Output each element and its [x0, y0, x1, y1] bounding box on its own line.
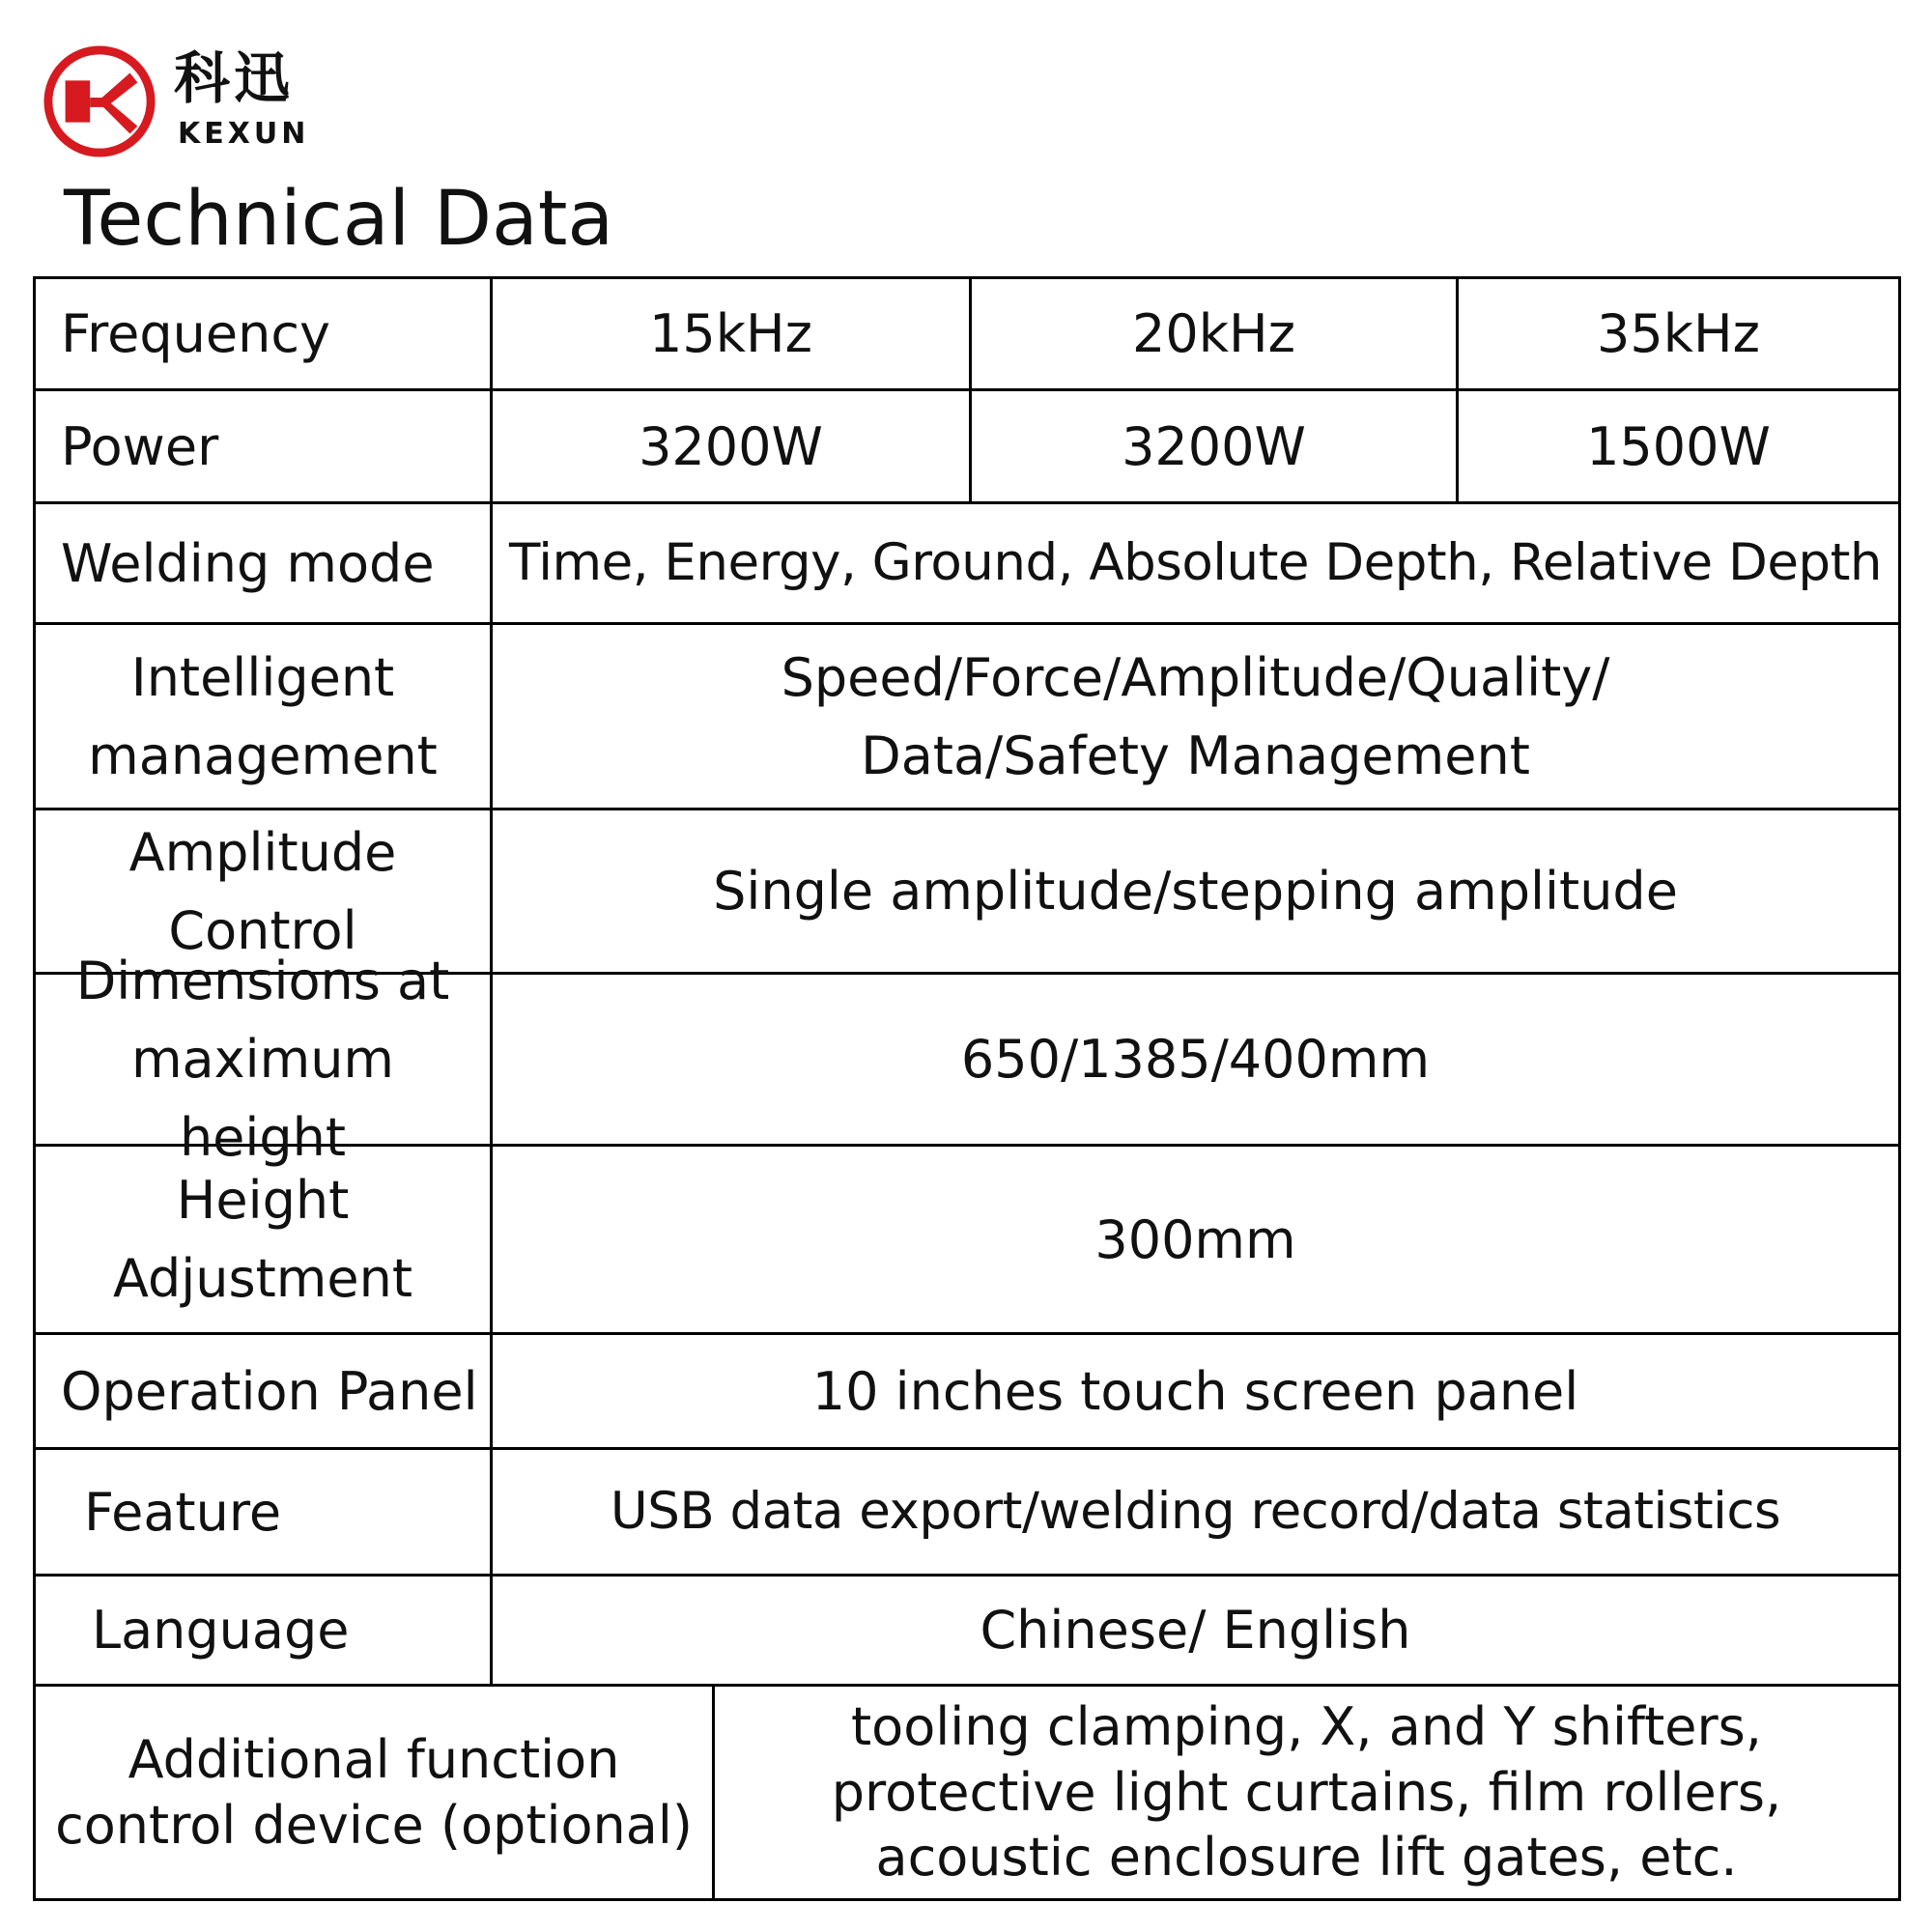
language-label: Language	[92, 1600, 350, 1661]
dimensions-label-line-2: maximum height	[130, 1029, 395, 1168]
height-adjustment-label-line-2: Adjustment	[112, 1248, 413, 1309]
additional-value-line-3: acoustic enclosure lift gates, etc.	[875, 1827, 1738, 1889]
kexun-logo	[43, 44, 332, 160]
table-row-dimensions	[36, 951, 1898, 1168]
table-row-intelligent-management	[36, 625, 1898, 810]
table-row-feature	[36, 1450, 1898, 1577]
intelligent-management-label	[36, 625, 490, 808]
table-row-language	[36, 1577, 1898, 1687]
additional-value-line-1: tooling clamping, X, and Y shifters,	[851, 1696, 1762, 1758]
welding-mode-value	[490, 504, 1898, 622]
intelligent-management-label-line-1: Intelligent	[130, 646, 395, 708]
brand-name-en: KEXUN	[178, 117, 310, 151]
intelligent-management-value	[490, 625, 1898, 808]
additional-label-line-1: Additional function	[128, 1729, 620, 1790]
dimensions-label-line-1: Dimensions at	[75, 951, 450, 1011]
table-row-power	[36, 391, 1898, 504]
additional-value	[712, 1687, 1898, 1898]
height-adjustment-label-line-1: Height	[176, 1170, 350, 1231]
intelligent-management-value-line-2: Data/Safety Management	[861, 724, 1530, 786]
intelligent-management-label-line-2: management	[88, 724, 438, 786]
brand-name-cn: 科迅	[174, 45, 295, 111]
frequency-value-2: 20kHz	[969, 279, 1456, 388]
power-label: Power	[61, 415, 219, 477]
table-row-operation-panel	[36, 1335, 1898, 1450]
kexun-logo-icon	[43, 44, 156, 158]
height-adjustment-value: 300mm	[490, 1147, 1898, 1332]
frequency-value-1: 15kHz	[490, 279, 969, 388]
table-row-height-adjustment	[36, 1147, 1898, 1335]
additional-value-line-2: protective light curtains, film rollers,	[831, 1761, 1782, 1823]
welding-mode-label: Welding mode	[61, 532, 435, 594]
table-row-additional	[36, 1687, 1898, 1898]
feature-text: USB data export/welding record/data statistics	[610, 1482, 1781, 1542]
operation-panel-value: 10 inches touch screen panel	[490, 1335, 1898, 1447]
amplitude-control-label-line-2: Control	[168, 899, 357, 961]
technical-data-table	[33, 276, 1901, 1901]
feature-label: Feature	[84, 1481, 282, 1543]
power-value-1: 3200W	[490, 391, 969, 501]
dimensions-label	[36, 951, 490, 1168]
frequency-label: Frequency	[61, 303, 330, 364]
amplitude-control-label-line-1: Amplitude	[128, 821, 397, 883]
feature-value	[490, 1450, 1898, 1574]
additional-label-line-2: control device (optional)	[55, 1794, 693, 1856]
page-title: Technical Data	[64, 176, 614, 263]
table-row-welding-mode	[36, 504, 1898, 625]
height-adjustment-label	[36, 1147, 490, 1332]
language-value: Chinese/ English	[490, 1577, 1898, 1684]
operation-panel-label: Operation Panel	[61, 1360, 478, 1422]
frequency-value-3: 35kHz	[1456, 279, 1898, 388]
additional-label	[36, 1687, 712, 1898]
power-value-2: 3200W	[969, 391, 1456, 501]
power-value-3: 1500W	[1456, 391, 1898, 501]
amplitude-control-value: Single amplitude/stepping amplitude	[490, 810, 1898, 972]
intelligent-management-value-line-1: Speed/Force/Amplitude/Quality/	[781, 646, 1610, 708]
dimensions-value: 650/1385/400mm	[490, 975, 1898, 1144]
table-row-frequency	[36, 279, 1898, 391]
welding-mode-text: Time, Energy, Ground, Absolute Depth, Relative Depth	[509, 533, 1882, 593]
